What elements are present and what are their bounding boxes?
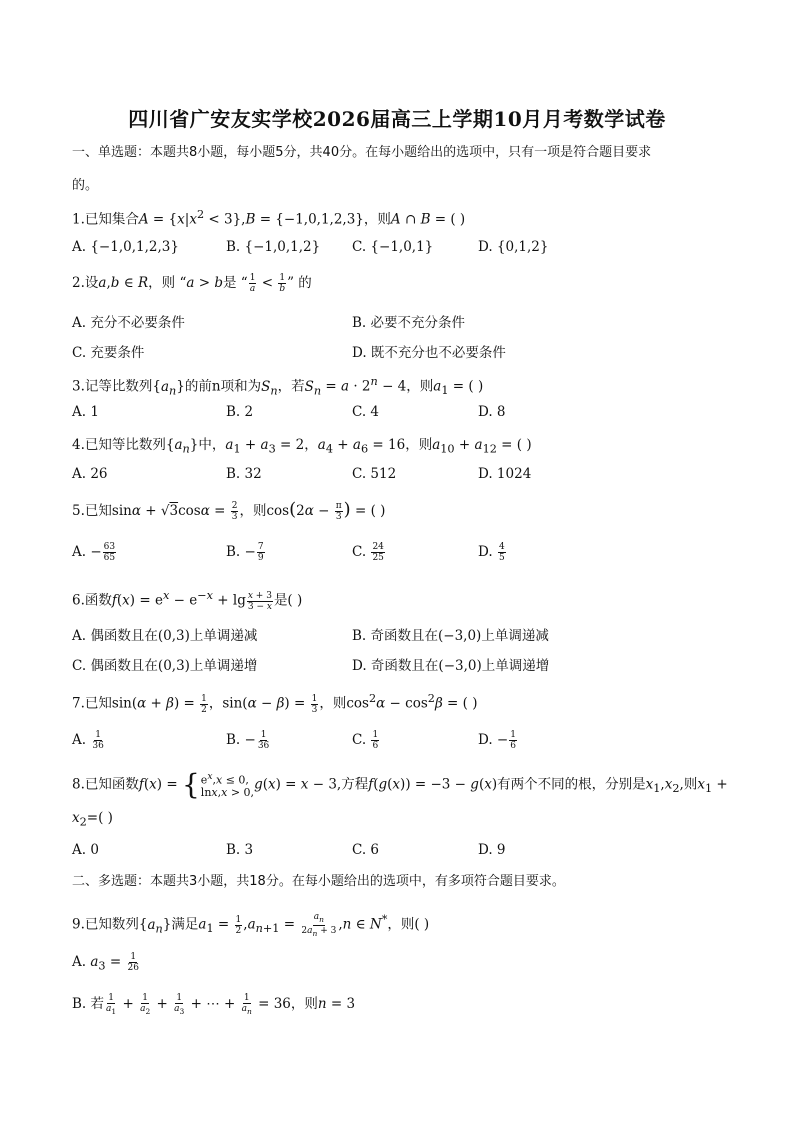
q8-stem-text-5: =( ) [86,810,113,826]
q6-option-b[interactable]: B. 奇函数且在(−3,0)上单调递减 [352,628,549,644]
q5-option-c[interactable]: C. $\frac{24}{25}$ [352,542,384,563]
q3-option-d[interactable]: D. 8 [478,404,506,420]
q6-option-d[interactable]: D. 奇函数且在(−3,0)上单调递增 [352,658,550,674]
q9-stem-text-3: ，则( ) [387,916,430,933]
q8-stem-text-3: 有两个不同的根，分别是 [497,776,646,793]
q1-stem-text-2: ，则 [363,211,391,228]
q5-option-a[interactable]: A. − $\frac{63}{65}$ [72,542,116,563]
q4-stem-text-2: 中， [198,437,226,453]
q3-option-b[interactable]: B. 2 [226,404,254,420]
q7-stem-text: 7.已知 [72,695,112,712]
q9-option-a[interactable]: A. $a_3$ = $\frac{1}{26}$ [72,952,139,973]
q7-option-a[interactable]: A. $\frac{1}{36}$ [72,730,104,751]
section-multi-choice: 二、多选题：本题共3小题，共18分。在每小题给出的选项中，有多项符合题目要求。 [72,874,565,889]
q9-option-b[interactable]: B. 若 $\frac{1}{a_1}$ + $\frac{1}{a_2}$ + $\frac{1}{a_3}$ + ⋯ + $\frac{1}{a_n}$ = 36，则n = 3 [72,992,356,1016]
q8-option-a[interactable]: A. 0 [72,842,99,858]
question-9: 9.已知数列$\{a_n\}$满足$a_1$ = $\frac{1}{2}$ $,a_{n+1}$ = $\frac{a_n}{2a_n + 3}$ ,n ∈ N*，则( ) [72,911,430,938]
q2-option-b[interactable]: B. 必要不充分条件 [352,315,466,331]
q5-option-b[interactable]: B. − $\frac{7}{9}$ [226,542,264,563]
question-8-cont: $x_2=$( ) [72,810,113,829]
q1-option-a[interactable]: A. {−1,0,1,2,3} [72,239,179,255]
q9-option-b-label: B. 若 [72,996,105,1012]
q6-option-a[interactable]: A. 偶函数且在(0,3)上单调递减 [72,628,258,644]
q4-option-b[interactable]: B. 32 [226,466,262,482]
q9-stem-text: 9.已知数列 [72,916,139,933]
q4-stem-text: 4.已知等比数列 [72,437,166,453]
q9-option-a-label: A. [72,954,87,970]
question-6: 6.函数$f(x) = e^x - e^{-x} + \lg$ $\frac{x + 3}{3 - x}$ 是( ) [72,589,303,612]
question-3: 3.记等比数列$\{a_n\}$的前n项和为$S_n$，若$S_n = a \cdot 2^n - 4$，则$a_1$ = ( ) [72,375,484,398]
q8-stem-text-2: 方程 [341,776,369,793]
q1-stem-text: 1.已知集合 [72,211,139,228]
q9-stem-text-2: 满足 [171,916,199,933]
q5-stem-text-2: ，则 [239,503,267,519]
q4-option-c[interactable]: C. 512 [352,466,397,482]
q6-option-c[interactable]: C. 偶函数且在(0,3)上单调递增 [72,658,258,674]
q6-stem-text: 6.函数 [72,592,112,609]
q8-stem-text: 8.已知函数 [72,776,139,793]
question-5: 5.已知sinα + √3cosα = $\frac{2}{3}$ ，则cos(2α − $\frac{\pi}{3}$ ) = ( ) [72,499,386,522]
q3-option-a[interactable]: A. 1 [72,404,99,420]
q3-stem-text-3: ，则 [406,378,434,395]
q7-stem-text-2: ，则 [319,695,347,712]
q8-stem-text-4: 则 [683,776,698,793]
question-4: 4.已知等比数列$\{a_n\}$中，$a_1 + a_3 = 2$，$a_4 + a_6 = 16$，则$a_{10} + a_{12}$ = ( ) [72,437,532,456]
question-1: 1.已知集合$A = \{x|x^2 < 3\},B = \{-1,0,1,2,3\}$，则A ∩ B = ( ) [72,208,466,228]
q4-option-a[interactable]: A. 26 [72,466,108,482]
q3-stem-text: 3.记等比数列 [72,378,153,395]
q7-option-d-label: D. [478,732,493,748]
q4-option-d[interactable]: D. 1024 [478,466,532,482]
page-title: 四川省广安友实学校2026届高三上学期10月月考数学试卷 [128,107,666,131]
question-8: 8.已知函数f(x) = { $e^x,x \le 0$, lnx,x > 0, g(x) = x − 3,方程f(g(x)) = −3 − g(x)有两个不同的根，分别是$x_1,x_2$,则$x_1$ + [72,768,728,801]
q4-stem-text-3: ，则 [405,437,433,453]
q5-option-c-label: C. [352,544,367,560]
q8-option-d[interactable]: D. 9 [478,842,506,858]
q2-option-d[interactable]: D. 既不充分也不必要条件 [352,345,506,361]
q9-option-b-text: ，则 [290,996,318,1012]
q7-option-b-label: B. [226,732,241,748]
question-7: 7.已知sin(α + β) = $\frac{1}{2}$ ，sin(α − β) = $\frac{1}{3}$ ，则$\cos^2\alpha - \cos^2\beta$ = ( ) [72,692,478,715]
q7-option-c-label: C. [352,732,367,748]
q2-stem-text: 2.设 [72,275,99,291]
q7-option-c[interactable]: C. $\frac{1}{6}$ [352,730,379,751]
q5-option-d[interactable]: D. $\frac{4}{5}$ [478,542,505,563]
q5-stem-text: 5.已知 [72,503,112,519]
q2-stem-text-2: ，则 “ [148,275,187,291]
section-single-choice-cont: 的。 [72,178,99,193]
q5-option-b-label: B. [226,544,241,560]
q6-stem-text-2: 是( ) [273,592,303,609]
q2-option-c[interactable]: C. 充要条件 [72,345,145,361]
q5-option-d-label: D. [478,544,493,560]
q7-option-b[interactable]: B. − $\frac{1}{36}$ [226,730,270,751]
q8-option-c[interactable]: C. 6 [352,842,380,858]
q7-option-d[interactable]: D. − $\frac{1}{6}$ [478,730,516,751]
question-2: 2.设a,b ∈ R，则 “a > b是 “ $\frac{1}{a}$ < $\frac{1}{b}$ ” 的 [72,273,312,294]
q7-option-a-label: A. [72,732,87,748]
q3-stem-text-2: 的前n项和为 [184,378,262,395]
q1-option-d[interactable]: D. {0,1,2} [478,239,549,255]
q3-option-c[interactable]: C. 4 [352,404,380,420]
q1-option-b[interactable]: B. {−1,0,1,2} [226,239,321,255]
q1-option-c[interactable]: C. {−1,0,1} [352,239,434,255]
q2-stem-text-3: ” 的 [287,275,312,291]
section-single-choice: 一、单选题：本题共8小题，每小题5分，共40分。在每小题给出的选项中，只有一项是符合题目要求 [72,145,652,160]
q2-option-a[interactable]: A. 充分不必要条件 [72,315,185,331]
q8-option-b[interactable]: B. 3 [226,842,254,858]
q5-option-a-label: A. [72,544,87,560]
